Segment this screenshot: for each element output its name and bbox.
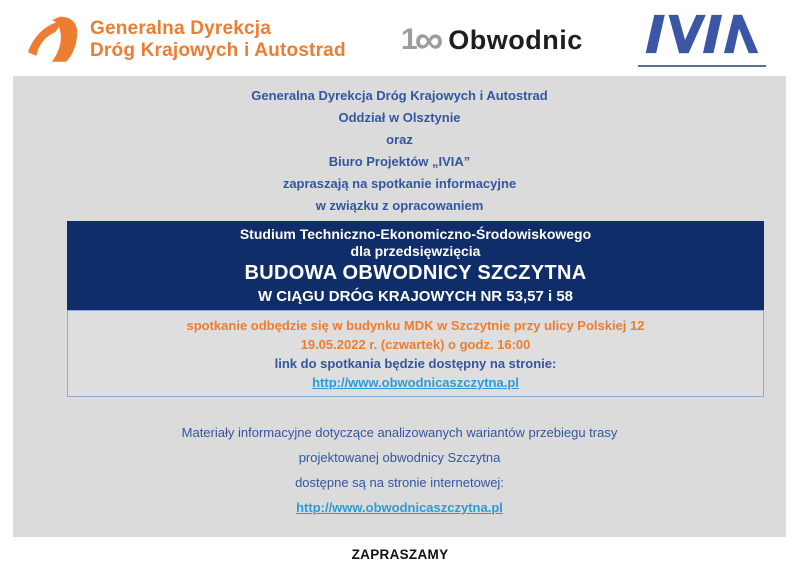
ivia-logo bbox=[638, 13, 766, 67]
footer bbox=[0, 546, 800, 564]
project-subtitle: W CIĄGU DRÓG KRAJOWYCH NR 53,57 i 58 bbox=[257, 288, 574, 305]
meeting-link[interactable]: http://www.obwodnicaszczytna.pl bbox=[312, 375, 519, 390]
meeting-datetime: 19.05.2022 r. (czwartek) o godz. 16:00 bbox=[300, 337, 531, 352]
materials-line: projektowanej obwodnicy Szczytna bbox=[298, 450, 501, 465]
gddkia-logo bbox=[24, 13, 346, 68]
obwodnic-wordmark: Obwodnic bbox=[448, 24, 583, 55]
ivia-letters-icon bbox=[641, 13, 763, 60]
100-number bbox=[401, 18, 443, 62]
project-title-banner bbox=[67, 221, 764, 310]
invitation-line: w związku z opracowaniem bbox=[315, 198, 484, 213]
gddkia-road-icon bbox=[24, 13, 82, 68]
digit-one: 1 bbox=[401, 23, 417, 56]
invitation-line: Generalna Dyrekcja Dróg Krajowych i Autostrad bbox=[251, 88, 548, 103]
closing-invitation: ZAPRASZAMY bbox=[351, 547, 449, 562]
banner-study-line: Studium Techniczno-Ekonomiczno-Środowiskowego bbox=[239, 226, 592, 242]
invitation-line: Oddział w Olsztynie bbox=[338, 110, 461, 125]
meeting-location: spotkanie odbędzie się w budynku MDK w Szczytnie przy ulicy Polskiej 12 bbox=[186, 318, 645, 333]
gddkia-logo-line1: Generalna Dyrekcja bbox=[90, 17, 272, 39]
materials-line: Materiały informacyjne dotyczące analizowanych wariantów przebiegu trasy bbox=[181, 425, 618, 440]
banner-for-line: dla przedsięwzięcia bbox=[350, 243, 481, 259]
gddkia-logo-text bbox=[90, 18, 346, 62]
logo-header bbox=[0, 0, 800, 76]
infinity-icon: ∞ bbox=[414, 18, 443, 62]
content-sheet bbox=[13, 76, 786, 537]
invitation-line: Biuro Projektów „IVIA” bbox=[328, 154, 471, 169]
gddkia-logo-line2: Dróg Krajowych i Autostrad bbox=[90, 40, 346, 61]
ivia-underline bbox=[638, 65, 766, 67]
100-obwodnic-logo bbox=[401, 18, 583, 62]
meeting-link-label: link do spotkania będzie dostępny na stronie: bbox=[274, 356, 557, 371]
materials-link[interactable]: http://www.obwodnicaszczytna.pl bbox=[296, 500, 503, 515]
project-title: BUDOWA OBWODNICY SZCZYTNA bbox=[244, 262, 587, 284]
meeting-info-box bbox=[67, 310, 764, 397]
invitation-line: zapraszają na spotkanie informacyjne bbox=[282, 176, 517, 191]
materials-line: dostępne są na stronie internetowej: bbox=[295, 475, 504, 490]
materials-section bbox=[13, 420, 786, 520]
invitation-line: oraz bbox=[386, 132, 413, 147]
